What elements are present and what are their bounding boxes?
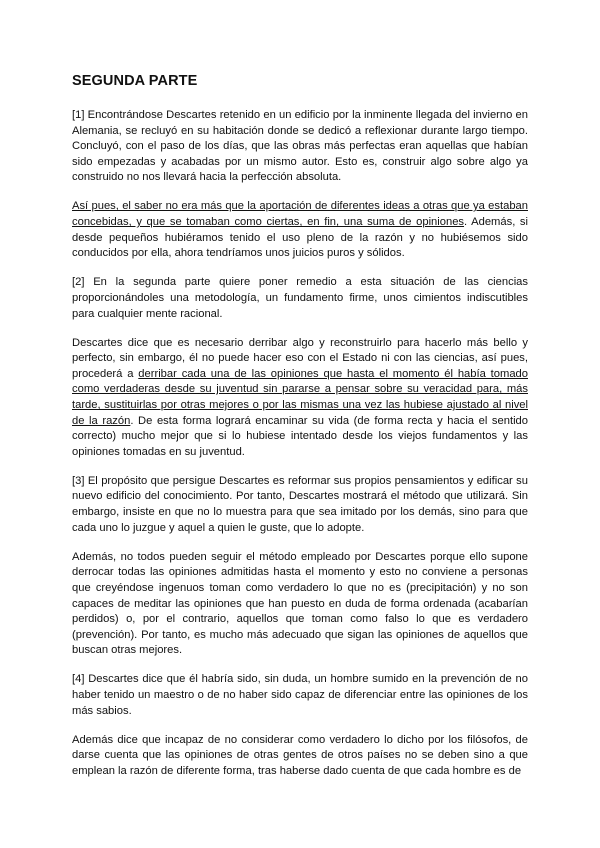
paragraph-3: [2] En la segunda parte quiere poner remedio a esta situación de las ciencias proporcionándoles una metodología, un fundamento firme, unos cimientos indiscutibles para cualquier mente racional. xyxy=(72,276,528,320)
paragraph-text: . De esta forma logrará encaminar su vida (de forma recta y hacia el sentido correcto) mucho mejor que si lo hubiese intentado desde los viejos fundamentos y las opiniones tomadas en su juventud. xyxy=(72,414,529,458)
paragraph-4 xyxy=(72,336,528,461)
underlined-passage: derribar cada una de las opiniones que hasta el momento él había tomado como verdaderas desde su juventud sin pararse a pensar sobre su veracidad para, más tarde, sustituirlas por otras mejores o por las mismas una vez las hubiese ajustado al nivel de la razón xyxy=(72,367,528,427)
paragraph-2 xyxy=(72,199,528,261)
paragraph-text: Descartes dice que es necesario derribar algo y reconstruirlo para hacerlo más bello y perfecto, sin embargo, él no puede hacer eso con el Estado ni con las ciencias, así pues, procederá a xyxy=(72,336,528,380)
underlined-passage: Así pues, el saber no era más que la aportación de diferentes ideas a otras que ya estaban concebidas, y que se tomaban como ciertas, en fin, una suma de opiniones xyxy=(72,200,528,229)
paragraph-text: . Además, si desde pequeños hubiéramos tenido el uso pleno de la razón y no hubiésemos sido conducidos por ella, ahora tendríamos unos juicios puros y sólidos. xyxy=(72,216,529,260)
paragraph-7: [4] Descartes dice que él habría sido, sin duda, un hombre sumido en la prevención de no haber tenido un maestro o de no haber sido capaz de diferenciar entre las opiniones de los más sabios. xyxy=(72,673,528,717)
document-body xyxy=(72,72,528,793)
section-heading: SEGUNDA PARTE xyxy=(72,73,198,89)
paragraph-8: Además dice que incapaz de no considerar como verdadero lo dicho por los filósofos, de darse cuenta que las opiniones de otras gentes de otros países no se deben sino a que emplean la razón de diferente forma, tras haberse dado cuenta de que cada hombre es de xyxy=(72,733,528,777)
paragraph-1: [1] Encontrándose Descartes retenido en un edificio por la inminente llegada del invierno en Alemania, se recluyó en su habitación donde se dedicó a reflexionar durante largo tiempo. Concluyó, con el paso de los días, que las obras más perfectas eran aquellas que habían sido empezadas y acabadas por un mismo autor. Esto es, construir algo sobre algo ya construido no nos llevará hacia la perfección absoluta. xyxy=(72,109,528,184)
paragraph-6: Además, no todos pueden seguir el método empleado por Descartes porque ello supone derrocar todas las opiniones admitidas hasta el momento y esto no conviene a personas que creyéndose ingenuos toman como verdadero lo que no es (precipitación) y no son capaces de meditar las opiniones que han puesto en duda de forma ordenada (acabarían perdidos) o, por el contrario, aquellos que toman como falso lo que es verdadero (prevención). Por tanto, es mucho más adecuado que sigan las opiniones de aquellos que buscan otras mejores. xyxy=(72,550,528,657)
paragraph-5: [3] El propósito que persigue Descartes es reformar sus propios pensamientos y edificar su nuevo edificio del conocimiento. Por tanto, Descartes mostrará el método que utilizará. Sin embargo, insiste en que no lo muestra para que sea imitado por los demás, sino para que cada uno lo juzgue y aquel a quien le guste, que lo adopte. xyxy=(72,474,528,534)
